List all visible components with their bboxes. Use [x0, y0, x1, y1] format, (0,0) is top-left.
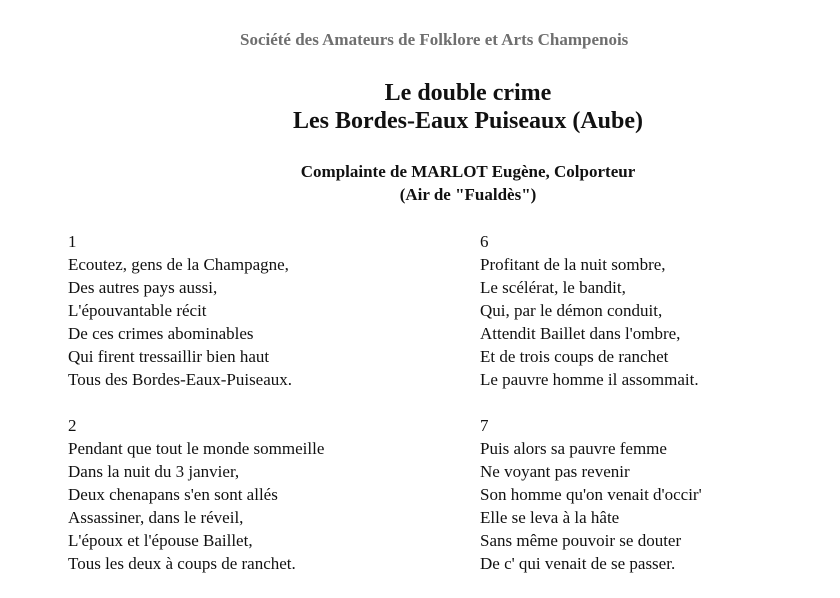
song-subtitle: Complainte de MARLOT Eugène, Colporteur: [300, 162, 636, 181]
verse-line: Qui firent tressaillir bien haut: [68, 347, 270, 366]
verse-line: Ne voyant pas revenir: [480, 462, 630, 481]
verse-line: Qui, par le démon conduit,: [480, 301, 663, 320]
verse-line: L'épouvantable récit: [68, 301, 207, 320]
verse-line: Assassiner, dans le réveil,: [68, 508, 244, 527]
verse-line: Profitant de la nuit sombre,: [480, 255, 666, 274]
verse-line: Des autres pays aussi,: [68, 278, 218, 297]
society-name: Société des Amateurs de Folklore et Arts Champenois: [240, 30, 629, 49]
stanza-1: [68, 230, 324, 391]
verse-line: Deux chenapans s'en sont allés: [68, 485, 278, 504]
verse-line: Ecoutez, gens de la Champagne,: [68, 255, 289, 274]
verse-line: Puis alors sa pauvre femme: [480, 439, 667, 458]
stanza-number: 1: [68, 232, 77, 251]
verse-line: Et de trois coups de ranchet: [480, 347, 669, 366]
verse-line: De ces crimes abominables: [68, 324, 254, 343]
stanza-number: 2: [68, 416, 77, 435]
left-column: [68, 230, 324, 598]
page-title: Le double crime: [384, 80, 552, 106]
stanza-number: 6: [480, 232, 489, 251]
page-title-location: Les Bordes-Eaux Puiseaux (Aube): [292, 108, 644, 134]
verse-line: L'époux et l'épouse Baillet,: [68, 531, 253, 550]
verse-line: Son homme qu'on venait d'occir': [480, 485, 702, 504]
stanza-7: [480, 414, 702, 575]
verse-line: Elle se leva à la hâte: [480, 508, 620, 527]
verse-line: Pendant que tout le monde sommeille: [68, 439, 325, 458]
song-tune: (Air de "Fualdès"): [399, 185, 537, 204]
verse-line: Le scélérat, le bandit,: [480, 278, 626, 297]
verse-line: Sans même pouvoir se douter: [480, 531, 682, 550]
stanza-2: [68, 414, 324, 575]
verse-line: Dans la nuit du 3 janvier,: [68, 462, 240, 481]
verse-line: Tous les deux à coups de ranchet.: [68, 554, 296, 573]
verse-line: Tous des Bordes-Eaux-Puiseaux.: [68, 370, 293, 389]
verse-line: Attendit Baillet dans l'ombre,: [480, 324, 681, 343]
verse-line: De c' qui venait de se passer.: [480, 554, 676, 573]
stanza-number: 7: [480, 416, 489, 435]
right-column: [480, 230, 702, 598]
stanza-6: [480, 230, 702, 391]
verse-line: Le pauvre homme il assommait.: [480, 370, 699, 389]
